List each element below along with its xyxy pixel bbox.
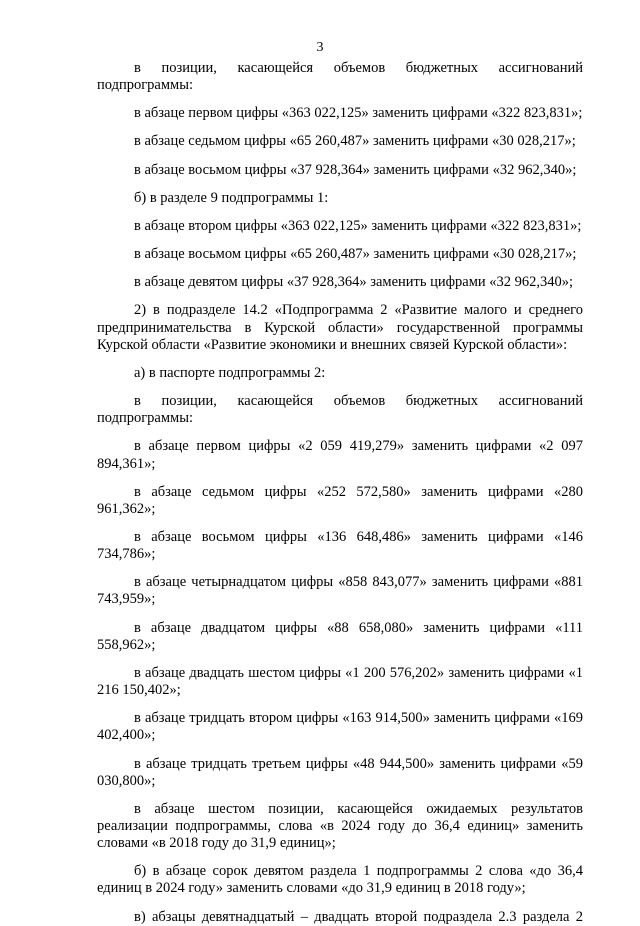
paragraph: в абзаце тридцать третьем цифры «48 944,500» заменить цифрами «59 030,800»; — [97, 755, 583, 789]
paragraph: в абзаце втором цифры «363 022,125» заменить цифрами «322 823,831»; — [134, 217, 582, 234]
paragraph: в абзаце девятом цифры «37 928,364» заменить цифрами «32 962,340»; — [134, 274, 574, 291]
paragraph: а) в паспорте подпрограммы 2: — [134, 364, 326, 381]
paragraph: в абзаце двадцать шестом цифры «1 200 576,202» заменить цифрами «1 216 150,402»; — [97, 664, 583, 699]
paragraph: в абзаце восьмом цифры «37 928,364» заменить цифрами «32 962,340»; — [134, 161, 577, 178]
paragraph: в абзаце четырнадцатом цифры «858 843,077» заменить цифрами «881 743,959»; — [97, 574, 583, 608]
paragraph: в абзаце первом цифры «2 059 419,279» заменить цифрами «2 097 894,361»; — [97, 438, 583, 472]
paragraph: б) в разделе 9 подпрограммы 1: — [134, 189, 329, 206]
paragraph: в абзаце первом цифры «363 022,125» заменить цифрами «322 823,831»; — [134, 105, 583, 122]
paragraph: в абзаце двадцатом цифры «88 658,080» заменить цифрами «111 558,962»; — [97, 619, 583, 653]
paragraph: б) в абзаце сорок девятом раздела 1 подпрограммы 2 слова «до 36,4 единиц в 2024 году» заменить словами «до 31,9 единиц в 2018 году»; — [97, 863, 583, 897]
paragraph: в абзаце шестом позиции, касающейся ожидаемых результатов реализации подпрограммы, слова «в 2024 году до 36,4 единиц» заменить словами «в 2018 году до 31,9 единиц»; — [97, 800, 583, 852]
page-number: 3 — [316, 40, 324, 55]
document-body — [97, 60, 583, 926]
paragraph: в абзаце тридцать втором цифры «163 914,500» заменить цифрами «169 402,400»; — [97, 710, 583, 744]
paragraph: в позиции, касающейся объемов бюджетных ассигнований подпрограммы: — [97, 60, 583, 94]
paragraph: в абзаце восьмом цифры «65 260,487» заменить цифрами «30 028,217»; — [134, 246, 577, 263]
paragraph: 2) в подразделе 14.2 «Подпрограмма 2 «Развитие малого и среднего предпринимательства в Курской области» государственной программы Курской области «Развитие экономики и внешних связей Курской области»: — [97, 302, 583, 353]
paragraph: в позиции, касающейся объемов бюджетных ассигнований подпрограммы: — [97, 393, 583, 427]
paragraph: в абзаце восьмом цифры «136 648,486» заменить цифрами «146 734,786»; — [97, 528, 583, 563]
paragraph: в абзаце седьмом цифры «252 572,580» заменить цифрами «280 961,362»; — [97, 483, 583, 517]
paragraph: в абзаце седьмом цифры «65 260,487» заменить цифрами «30 028,217»; — [134, 133, 576, 150]
paragraph: в) абзацы девятнадцатый – двадцать второй подраздела 2.3 раздела 2 — [134, 908, 583, 925]
